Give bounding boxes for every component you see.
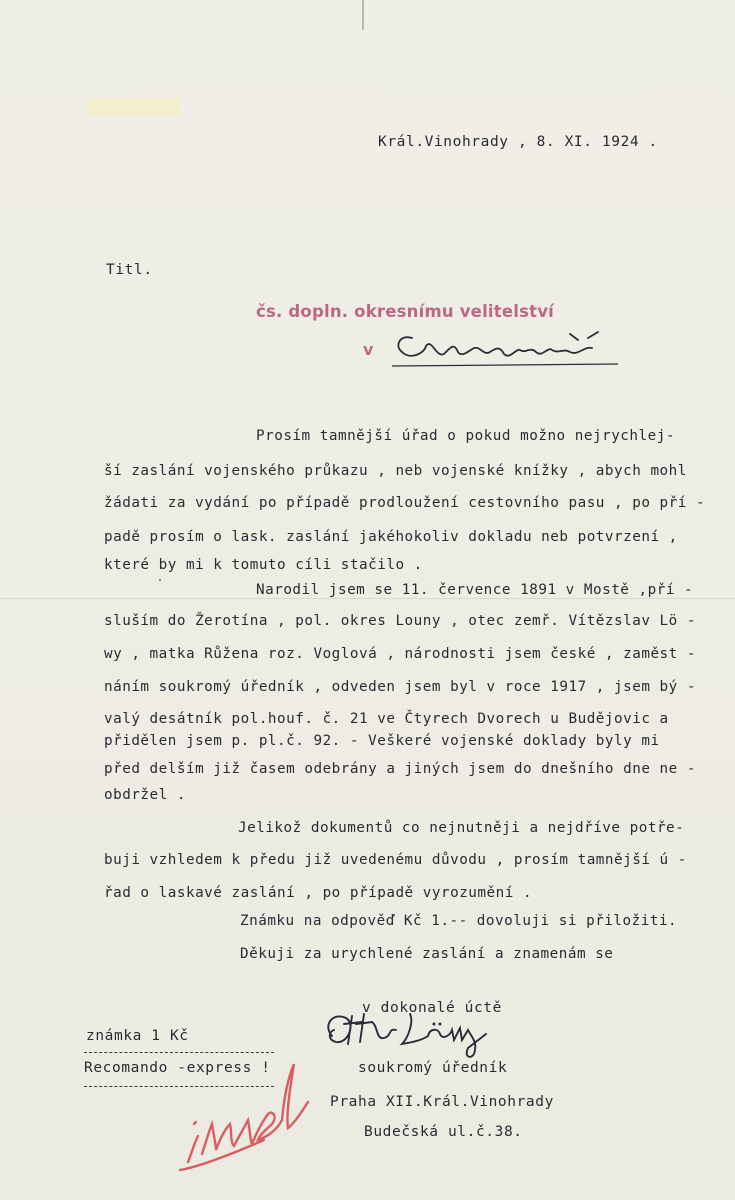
- body-line: které by mi k tomuto cíli stačilo .: [104, 557, 423, 573]
- salutation: Titl.: [106, 262, 153, 278]
- body-line: žádati za vydání po případě prodloužení cestovního pasu , po pří -: [104, 495, 706, 511]
- body-line: buji vzhledem k předu již uvedenému důvodu , prosím tamnější ú -: [104, 852, 687, 868]
- body-line: přidělen jsem p. pl.č. 92. - Veškeré vojenské doklady byly mi: [104, 733, 660, 749]
- body-line: před delším již časem odebrány a jiných jsem do dnešního dne ne -: [104, 761, 696, 777]
- body-line: řad o laskavé zaslání , po případě vyrozumění .: [104, 885, 533, 901]
- body-line: Známku na odpověď Kč 1.-- dovoluji si přiložiti.: [240, 913, 678, 929]
- addressee-stamp-v: v: [363, 340, 374, 359]
- body-line: obdržel .: [104, 787, 186, 803]
- tape-residue: [88, 98, 180, 116]
- body-line: valý desátník pol.houf. č. 21 ve Čtyrech Dvorech u Budějovic a: [104, 711, 669, 727]
- dashed-rule-1: [84, 1052, 274, 1053]
- sender-title: soukromý úředník: [358, 1060, 508, 1076]
- addressee-stamp: čs. dopln. okresnímu velitelství: [256, 302, 555, 321]
- fold-crease: [0, 598, 735, 599]
- body-line: padě prosím o lask. zaslání jakéhokoliv dokladu neb potvrzení ,: [104, 529, 678, 545]
- body-line: Prosím tamnější úřad o pokud možno nejrychlej-: [256, 428, 675, 444]
- body-line: sluším do Žerotína , pol. okres Louny , otec zemř. Vítězslav Lö -: [104, 613, 696, 629]
- fold-mark: [362, 0, 364, 30]
- stamp-note: známka 1 Kč: [86, 1028, 189, 1044]
- red-annotation: [172, 1058, 322, 1178]
- sender-address-1: Praha XII.Král.Vinohrady: [330, 1094, 554, 1110]
- date-line: Král.Vinohrady , 8. XI. 1924 .: [378, 134, 658, 150]
- body-line: Jelikož dokumentů co nejnutněji a nejdříve potře-: [238, 820, 685, 836]
- body-line: wy , matka Růžena roz. Voglová , národnosti jsem české , zaměst -: [104, 646, 696, 662]
- body-line: ší zaslání vojenského průkazu , neb vojenské knížky , abych mohl: [104, 463, 687, 479]
- recomando-note: Recomando -express !: [84, 1060, 271, 1076]
- handwritten-place: [392, 324, 622, 374]
- sender-address-2: Budečská ul.č.38.: [364, 1124, 523, 1140]
- ink-speck: [159, 579, 161, 581]
- body-line: Narodil jsem se 11. července 1891 v Mostě ,pří -: [256, 582, 694, 598]
- signature: [318, 1002, 498, 1062]
- body-line: náním soukromý úředník , odveden jsem byl v roce 1917 , jsem bý -: [104, 679, 696, 695]
- body-line: Děkuji za urychlené zaslání a znamenám se: [240, 946, 614, 962]
- closing-regards: v dokonalé úctě: [362, 1000, 502, 1016]
